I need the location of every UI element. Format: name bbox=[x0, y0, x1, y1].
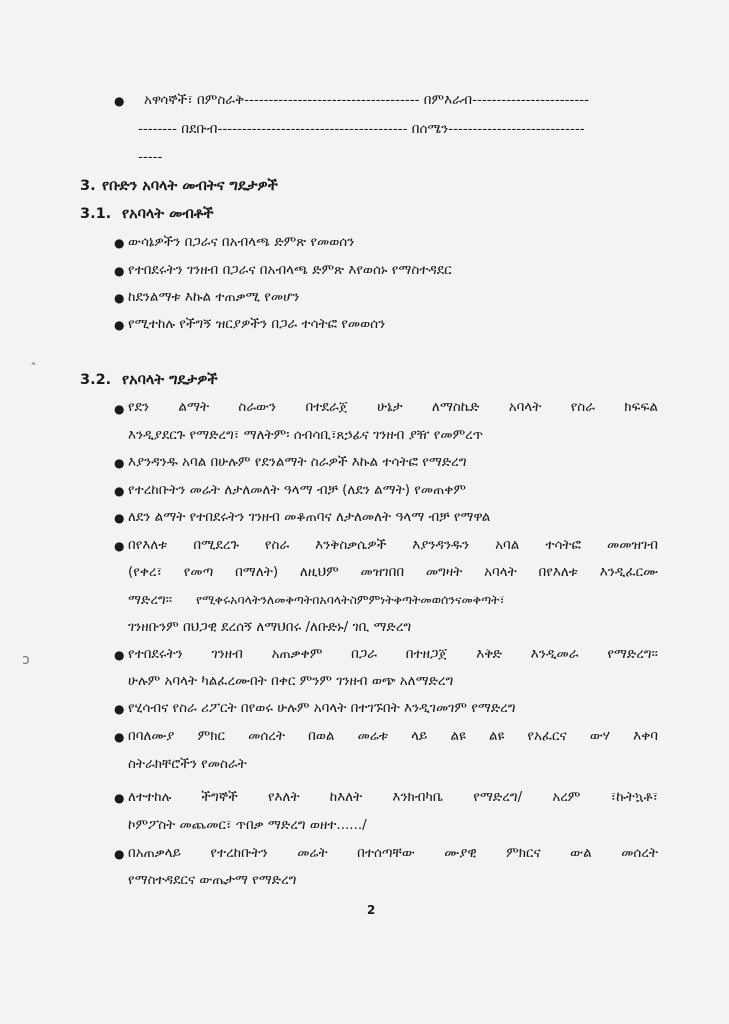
section-number: 3.1. bbox=[80, 206, 112, 222]
list-item: ውሳኔዎችን በጋራና በአብላጫ ድምጽ የመወሰን bbox=[128, 234, 355, 250]
boundaries-line-2: -------- በደቡብ--------------------------------------- በሰሜን---------------------------- bbox=[138, 121, 585, 137]
section-title: የአባላት ግዴታዎች bbox=[122, 372, 218, 388]
bullet-icon: ● bbox=[114, 648, 125, 662]
bullet-icon: ● bbox=[114, 484, 125, 498]
list-item: ከደንልማቱ እኩል ተጠቃሚ የመሆን bbox=[128, 289, 300, 305]
list-item: የተበደሩትን ገንዘብ በጋራና በአብላጫ ድምጽ እየወሰኑ የማስተዳደር bbox=[128, 262, 452, 278]
section-3-heading bbox=[80, 176, 278, 196]
section-3-2-heading bbox=[80, 370, 218, 390]
section-title: የቡድን አባላት መብትና ግዴታዎች bbox=[102, 178, 278, 194]
bullet-icon: ● bbox=[114, 791, 125, 805]
list-item: የተበደሩትን ገንዘብ አጠቃቀም በጋራ በተዘጋጀ እቅድ እንዲመራ የማድረግ፡፡ bbox=[128, 646, 658, 662]
section-number: 3.2. bbox=[80, 372, 112, 388]
list-item: እያንዳንዱ አባል በሁሉም የደንልማት ስራዎች እኩል ተሳትፎ የማድረግ bbox=[128, 454, 467, 470]
list-item: በየእለቱ በሚደረጉ የስራ እንቅስቃሴዎች እያንዳንዱን አባል ተሳትፎ መመዝገብ bbox=[128, 537, 658, 553]
scan-mark: ↄ bbox=[22, 652, 30, 668]
bullet-icon: ● bbox=[114, 94, 125, 108]
list-item-continuation: ኮምፖስት መጨመር፣ ጥበቃ ማድረግ ወዘተ....../ bbox=[128, 817, 367, 833]
bullet-icon: ● bbox=[114, 318, 125, 332]
list-item-continuation: (የቀረ፣ የመጣ በማለት) ለዚህም መዝገበበ መግዛት አባላት በየእለቱ እንዲፈርሙ bbox=[128, 564, 658, 580]
list-item-continuation: ሁሉም አባላት ካልፈረሙበት በቀር ምንም ገንዘብ ወጭ አለማድረግ bbox=[128, 673, 454, 689]
list-item: ለተተከሉ ችግኞች የእለት ከእለት እንክብካቤ የማድረግ/ አረም ፣ኩትኳቶ፣ bbox=[128, 789, 658, 805]
section-number: 3. bbox=[80, 178, 96, 194]
list-item: የደን ልማት ስራውን በተደራጀ ሁኔታ ለማስኬድ አባላት የስራ ክፍፍል bbox=[128, 399, 658, 415]
list-item: በባለሙያ ምክር መሰረት በወል መሬቱ ላይ ልዩ ልዩ የአፈርና ውሃ እቀባ bbox=[128, 728, 658, 744]
bullet-icon: ● bbox=[114, 702, 125, 716]
scan-mark: ˆ bbox=[30, 362, 37, 378]
bullet-icon: ● bbox=[114, 511, 125, 525]
list-item-continuation: ስትራክቸሮችን የመስራት bbox=[128, 756, 247, 772]
list-item-continuation: የሚቀሩአባላትንለመቅጣትበአባላትስምምነትቅጣትመወሰንናመቅጣት፣ bbox=[196, 592, 505, 607]
boundaries-line-1: አዋሳኞች፣ በምስራቅ------------------------------------ በምእራብ------------------------ bbox=[144, 92, 590, 108]
list-item: የሂሳብና የስራ ሪፖርት በየወሩ ሁሉም አባላት በተገኙበት እንዲገመገም የማድረግ bbox=[128, 700, 516, 716]
bullet-icon: ● bbox=[114, 402, 125, 416]
bullet-icon: ● bbox=[114, 730, 125, 744]
list-item-continuation: እንዲያደርጉ የማድረግ፣ ማለትም፡ ሰብሳቢ፣ጸኃፊና ገንዘብ ያዥ የመምረጥ bbox=[128, 427, 484, 443]
bullet-icon: ● bbox=[114, 539, 125, 553]
list-item: ለደን ልማት የተበደሩትን ገንዘብ መቆጠባና ለታለመለት ዓላማ ብቻ የማዋል bbox=[128, 509, 491, 525]
bullet-icon: ● bbox=[114, 456, 125, 470]
list-item: የሚተከሉ የችግኝ ዝርያዎችን በጋራ ተሳትፎ የመወሰን bbox=[128, 316, 386, 332]
bullet-icon: ● bbox=[114, 236, 125, 250]
section-title: የአባላት መብቶች bbox=[122, 206, 214, 222]
list-item-continuation: ማድረግ፡፡ bbox=[128, 592, 173, 608]
page-number: 2 bbox=[367, 903, 376, 917]
list-item: በአጠቃላይ የተረከቡትን መሬት በተሰጣቸው ሙያዊ ምክርና ውል መሰረት bbox=[128, 845, 658, 861]
list-item: የተረከቡትን መሬት ለታለመለት ዓላማ ብቻ (ለደን ልማት) የመጠቀም bbox=[128, 482, 466, 498]
boundaries-line-3: ----- bbox=[138, 149, 163, 165]
bullet-icon: ● bbox=[114, 847, 125, 861]
section-3-1-heading bbox=[80, 204, 214, 224]
bullet-icon: ● bbox=[114, 291, 125, 305]
list-item-continuation: ገንዘቡንም በህጋዊ ደረሰኝ ለማህበሩ /ለቡድኑ/ ገቢ ማድረግ bbox=[128, 619, 412, 635]
bullet-icon: ● bbox=[114, 264, 125, 278]
list-item-continuation: የማስተዳደርና ውጤታማ የማድረግ bbox=[128, 872, 297, 888]
